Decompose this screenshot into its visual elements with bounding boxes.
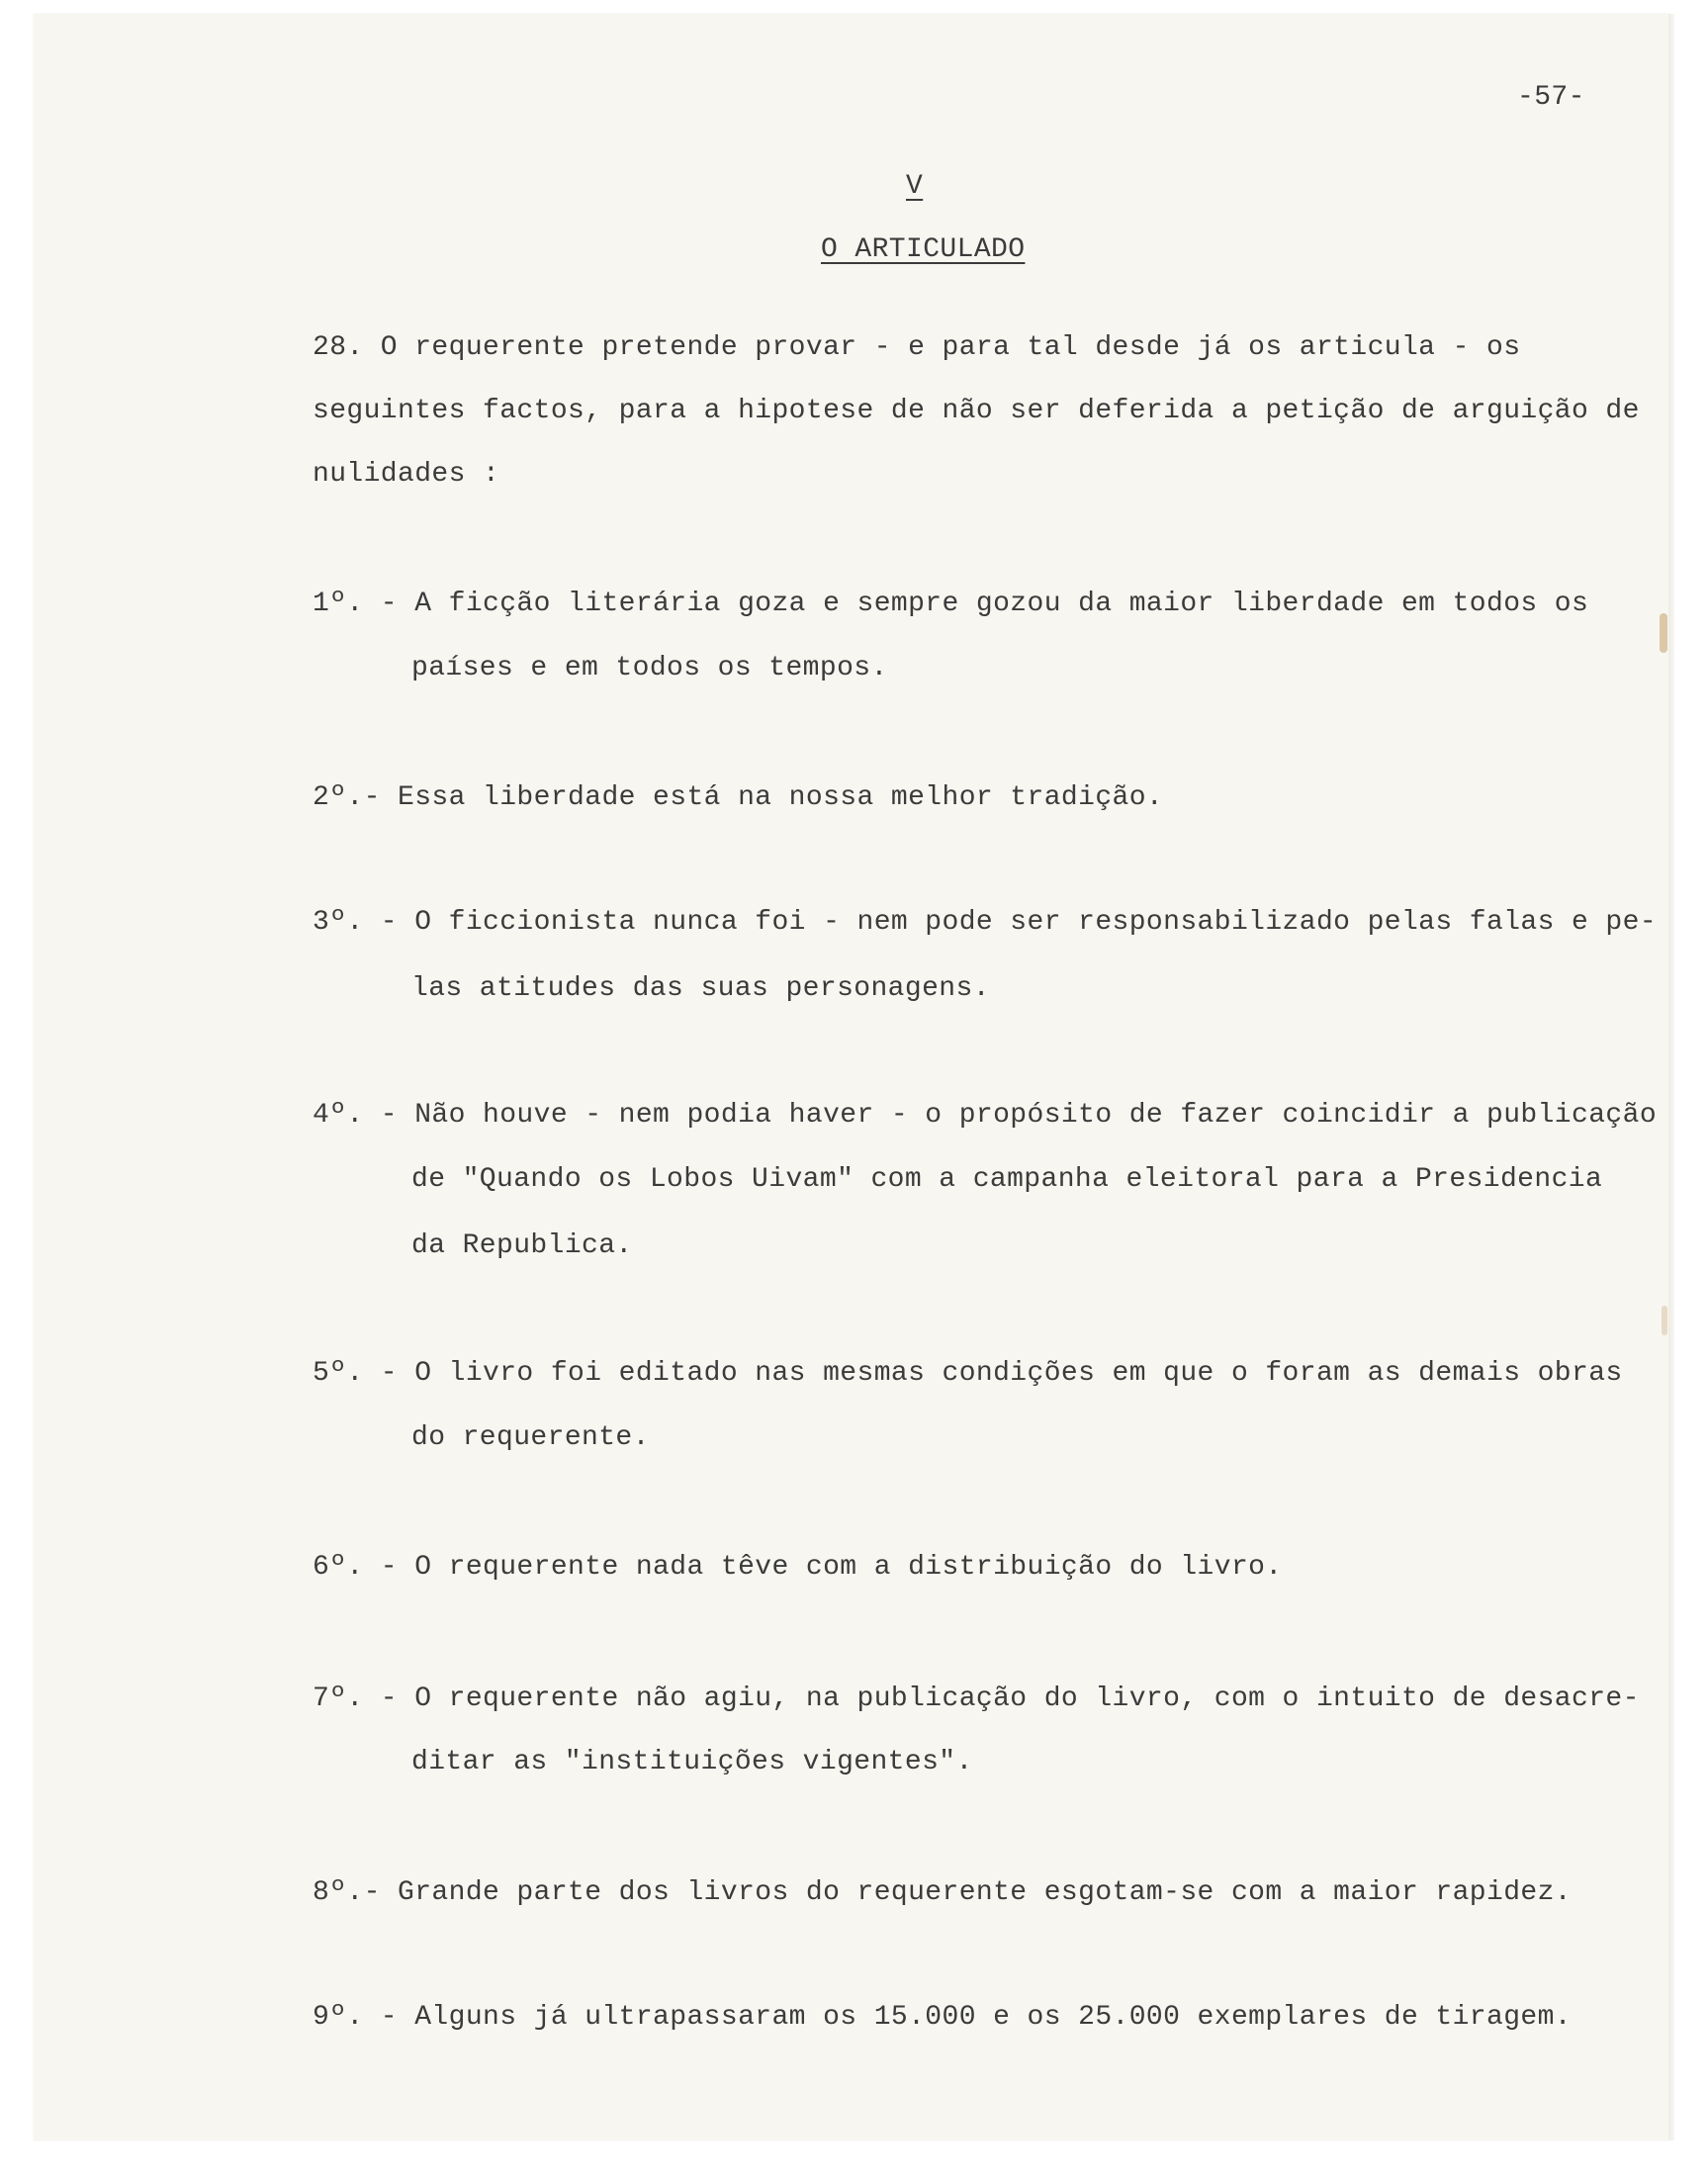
article-line: 3º. - O ficcionista nunca foi - nem pode ser responsabilizado pelas falas e pe- [313, 907, 1658, 938]
article-line: las atitudes das suas personagens. [411, 973, 990, 1004]
article-line: 6º. - O requerente nada têve com a distribuição do livro. [313, 1552, 1283, 1583]
paper-stain [1662, 1306, 1667, 1335]
page-number: -57- [1517, 82, 1585, 113]
intro-line: nulidades : [313, 459, 500, 490]
article-line: 1º. - A ficção literária goza e sempre gozou da maior liberdade em todos os [313, 589, 1589, 619]
article-line: do requerente. [411, 1422, 650, 1453]
chapter-number: V [906, 171, 924, 202]
article-line: 2º.- Essa liberdade está na nossa melhor tradição. [313, 782, 1164, 813]
article-line: 8º.- Grande parte dos livros do requerente esgotam-se com a maior rapidez. [313, 1877, 1573, 1908]
paper-stain [1660, 613, 1667, 653]
paper-edge [1668, 14, 1674, 2140]
article-line: de "Quando os Lobos Uivam" com a campanha eleitoral para a Presidencia [411, 1164, 1603, 1195]
article-line: 4º. - Não houve - nem podia haver - o propósito de fazer coincidir a publicação [313, 1100, 1658, 1131]
intro-line: seguintes factos, para a hipotese de não ser deferida a petição de arguição de [313, 396, 1640, 426]
article-line: países e em todos os tempos. [411, 653, 888, 683]
article-line: da Republica. [411, 1230, 633, 1261]
article-line: ditar as "instituições vigentes". [411, 1747, 973, 1777]
article-line: 7º. - O requerente não agiu, na publicação do livro, com o intuito de desacre- [313, 1683, 1640, 1714]
section-title: O ARTICULADO [821, 234, 1026, 265]
article-line: 5º. - O livro foi editado nas mesmas condições em que o foram as demais obras [313, 1358, 1623, 1389]
article-line: 9º. - Alguns já ultrapassaram os 15.000 e os 25.000 exemplares de tiragem. [313, 2002, 1573, 2033]
intro-line: 28. O requerente pretende provar - e para tal desde já os articula - os [313, 332, 1521, 363]
